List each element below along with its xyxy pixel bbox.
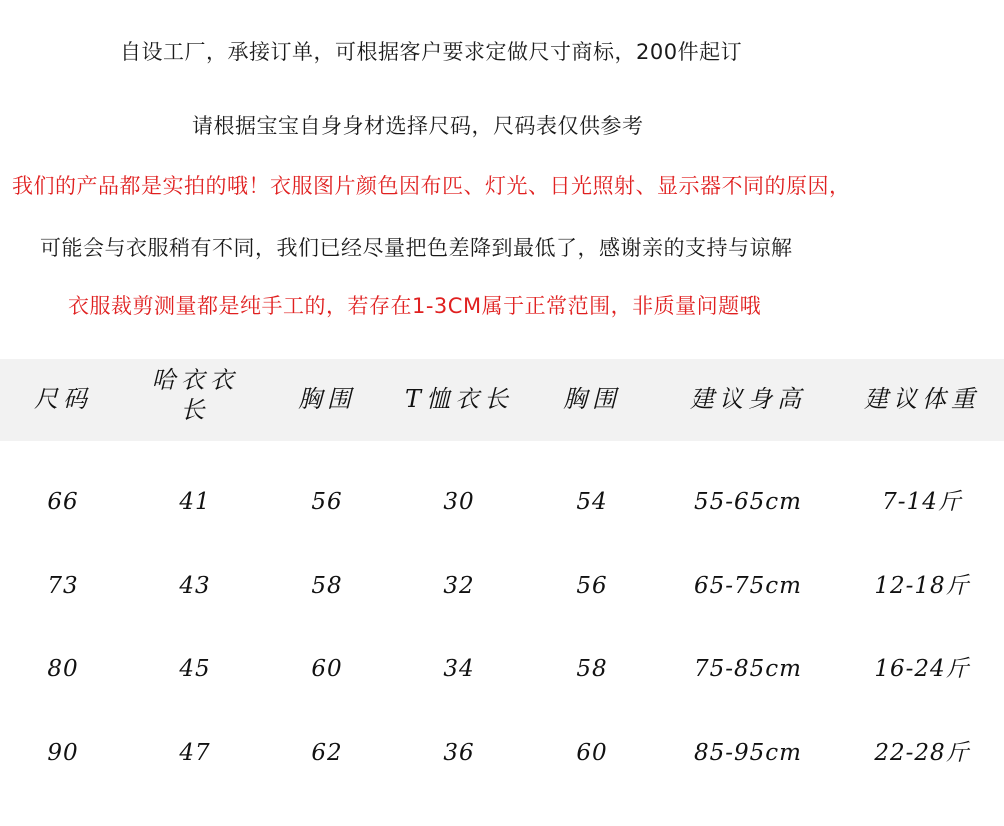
header-chest-1: 胸围 bbox=[298, 385, 356, 413]
size-cell: 34 bbox=[443, 656, 475, 682]
size-cell: 85-95cm bbox=[694, 740, 802, 766]
note-measurement-tolerance: 衣服裁剪测量都是纯手工的，若存在1-3CM属于正常范围，非质量问题哦 bbox=[68, 294, 762, 318]
header-chest-2: 胸围 bbox=[563, 385, 621, 413]
size-cell: 32 bbox=[443, 573, 475, 599]
size-cell: 45 bbox=[179, 656, 211, 682]
size-cell: 56 bbox=[311, 489, 343, 515]
header-weight: 建议体重 bbox=[864, 385, 980, 413]
note-custom-order: 自设工厂，承接订单，可根据客户要求定做尺寸商标，200件起订 bbox=[120, 40, 743, 64]
note-color-apology: 可能会与衣服稍有不同，我们已经尽量把色差降到最低了，感谢亲的支持与谅解 bbox=[40, 236, 793, 260]
size-cell: 62 bbox=[311, 740, 343, 766]
size-cell: 80 bbox=[47, 656, 79, 682]
size-cell: 56 bbox=[576, 573, 608, 599]
note-size-reference: 请根据宝宝自身身材选择尺码，尺码表仅供参考 bbox=[192, 114, 644, 138]
header-tshirt-length: T恤衣长 bbox=[404, 385, 514, 413]
size-cell: 73 bbox=[47, 573, 79, 599]
size-cell: 58 bbox=[311, 573, 343, 599]
size-cell: 55-65cm bbox=[694, 489, 802, 515]
size-cell: 43 bbox=[179, 573, 211, 599]
size-cell: 75-85cm bbox=[694, 656, 802, 682]
size-cell: 7-14斤 bbox=[882, 489, 962, 515]
size-cell: 66 bbox=[47, 489, 79, 515]
size-cell: 60 bbox=[576, 740, 608, 766]
size-cell: 60 bbox=[311, 656, 343, 682]
size-cell: 65-75cm bbox=[694, 573, 802, 599]
header-size: 尺码 bbox=[34, 385, 92, 413]
size-cell: 47 bbox=[179, 740, 211, 766]
size-cell: 12-18斤 bbox=[874, 573, 970, 599]
header-romper-length: 哈衣衣长 bbox=[151, 366, 239, 424]
size-cell: 58 bbox=[576, 656, 608, 682]
size-cell: 16-24斤 bbox=[874, 656, 970, 682]
size-cell: 54 bbox=[576, 489, 608, 515]
size-cell: 30 bbox=[443, 489, 475, 515]
size-cell: 90 bbox=[47, 740, 79, 766]
size-cell: 22-28斤 bbox=[874, 740, 970, 766]
size-cell: 36 bbox=[443, 740, 475, 766]
size-cell: 41 bbox=[179, 489, 211, 515]
note-color-difference: 我们的产品都是实拍的哦！衣服图片颜色因布匹、灯光、日光照射、显示器不同的原因， bbox=[12, 174, 851, 198]
header-height: 建议身高 bbox=[690, 385, 806, 413]
